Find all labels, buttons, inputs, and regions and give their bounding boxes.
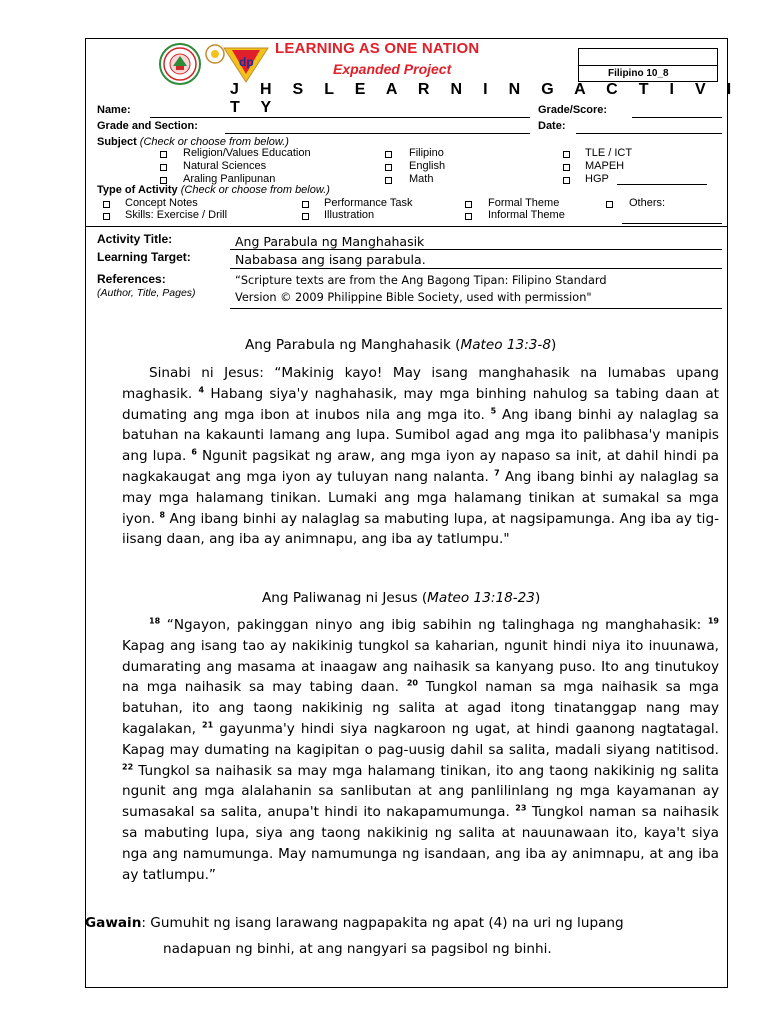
dep-logo [222,44,270,84]
checkbox-skills[interactable] [103,213,110,220]
references-line-1: “Scripture texts are from the Ang Bagong Tipan: Filipino Standard [235,274,607,287]
subject-mapeh: MAPEH [585,160,625,172]
name-label: Name: [97,104,131,116]
checkbox-math[interactable] [385,177,392,184]
subject-header: Subject (Check or choose from below.) [97,136,289,148]
checkbox-araling[interactable] [160,177,167,184]
section2-heading: Ang Paliwanag ni Jesus (Mateo 13:18-23) [262,590,541,606]
activity-title: Ang Parabula ng Manghahasik [235,234,425,249]
references-label: References: [97,272,166,286]
subject-math: Math [409,173,434,185]
checkbox-mapeh[interactable] [563,164,570,171]
grade-score-field[interactable] [632,117,722,118]
date-label: Date: [538,120,566,132]
date-field[interactable] [576,133,722,134]
activity-title-label: Activity Title: [97,232,173,246]
checkbox-others[interactable] [606,201,613,208]
activity-title-line [230,249,722,250]
checkbox-tle[interactable] [563,151,570,158]
checkbox-performance-task[interactable] [302,201,309,208]
type-performance-task: Performance Task [324,197,413,209]
type-formal-theme: Formal Theme [488,197,560,209]
section-field[interactable] [225,133,530,134]
subject-english: English [409,160,446,172]
references-hint: (Author, Title, Pages) [97,287,196,299]
subject-religion: Religion/Values Education [183,147,311,159]
checkbox-hgp[interactable] [563,177,570,184]
checkbox-filipino[interactable] [385,151,392,158]
references-line [230,308,722,309]
type-concept-notes: Concept Notes [125,197,198,209]
type-others: Others: [629,197,666,209]
learning-target-line [230,268,722,269]
checkbox-religion[interactable] [160,151,167,158]
subject-code: Filipino 10_8 [608,68,669,79]
subject-science: Natural Sciences [183,160,267,172]
name-field[interactable] [150,117,530,118]
divider [86,226,727,227]
learning-target: Nababasa ang isang parabula. [235,252,426,267]
section2-text: $^{18}$ “Ngayon, pakinggan ninyo ang ibig sabihin ng talinghaga ng manghahasik: $^{19}$ Kapag ang isang tao ay nakikinig tungkol sa kaharian, ngunit hindi niya ito inuunawa, dumarating ang masama at inaagaw ang naihasik sa kanyang puso. Ito ang tinutukoy na mga naihasik sa may tabing daan. $^{20}$ Tungkol naman sa mga naihasik sa mga batuhan, ito ang taong nakikinig ng salita at agad itong tinatanggap nang may kagalakan, $^{21}$ gayunma'y hindi siya nagkaroon ng ugat, at hindi gaanong nagtatagal. Kapag may dumating na kagipitan o pag-uusig dahil sa salita, madali siyang natitisod. $^{22}$ Tungkol sa naihasik sa may mga halamang tinikan, ito ang taong nakikinig ng salita ngunit ang mga alalahanin sa sanlibutan at ang panlilinlang ng mga kayamanan ay sumasakal sa salita, anupa't hindi ito nakapamumunga. $^{23}$ Tungkol naman sa naihasik sa mabuting lupa, siya ang taong nakikinig ng salita at nauunawaan ito, kaya't siya nga ang namumunga. May namumunga ng isandaan, ang iba ay animnapu, at ang iba ay tatlumpu.” [122,616,719,883]
subject-hgp: HGP [585,173,609,185]
type-informal-theme: Informal Theme [488,209,565,221]
hgp-field[interactable] [617,184,707,185]
checkbox-science[interactable] [160,164,167,171]
others-field[interactable] [622,223,722,224]
type-skills: Skills: Exercise / Drill [125,209,228,221]
grade-score-label: Grade/Score: [538,104,608,116]
checkbox-english[interactable] [385,164,392,171]
learning-target-label: Learning Target: [97,250,191,264]
section1-heading: Ang Parabula ng Manghahasik (Mateo 13:3-8) [245,337,557,353]
activity-heading: J H S L E A R N I N G A C T I V I T Y [230,81,740,116]
checkbox-formal-theme[interactable] [465,201,472,208]
header-subtitle: Expanded Project [333,61,452,77]
subject-filipino: Filipino [409,147,444,159]
checkbox-illustration[interactable] [302,213,309,220]
subject-araling: Araling Panlipunan [183,173,276,185]
gawain-instruction: Gawain: Gumuhit ng isang larawang nagpapakita ng apat (4) na uri ng lupang [85,915,624,931]
header-title: LEARNING AS ONE NATION [275,40,480,57]
section-label: Grade and Section: [97,120,198,132]
svg-text:dp: dp [239,55,254,69]
type-illustration: Illustration [324,209,375,221]
school-seal-logo [158,42,202,86]
references-line-2: Version © 2009 Philippine Bible Society, used with permission" [235,291,592,304]
type-header: Type of Activity (Check or choose from below.) [97,184,330,196]
subject-tle: TLE / ICT [585,147,633,159]
section1-text: Sinabi ni Jesus: “Makinig kayo! May isang manghahasik na lumabas upang maghasik. $^4$ Habang siya'y naghahasik, may mga binhing nahulog sa tabing daan at dumating ang mga ibon at inubos nila ang mga ito. $^5$ Ang ibang binhi ay nalaglag sa batuhan na kakaunti lamang ang lupa. Sumibol agad ang mga ito palibhasa'y manipis ang lupa. $^6$ Ngunit pagsikat ng araw, ang mga iyon ay napaso sa init, at dahil hindi pa nagkakaugat ang mga iyon ay tuluyan nang nalanta. $^7$ Ang ibang binhi ay nalaglag sa may mga halamang tinikan. Lumaki ang mga halamang tinikan at sumakal sa mga iyon. $^8$ Ang ibang binhi ay nalaglag sa mabuting lupa, at nagsipamunga. Ang iba ay tig-iisang daan, ang iba ay animnapu, ang iba ay tatlumpu." [122,365,720,548]
checkbox-informal-theme[interactable] [465,213,472,220]
gawain-instruction-2: nadapuan ng binhi, at ang nangyari sa pagsibol ng binhi. [163,941,552,957]
checkbox-concept-notes[interactable] [103,201,110,208]
